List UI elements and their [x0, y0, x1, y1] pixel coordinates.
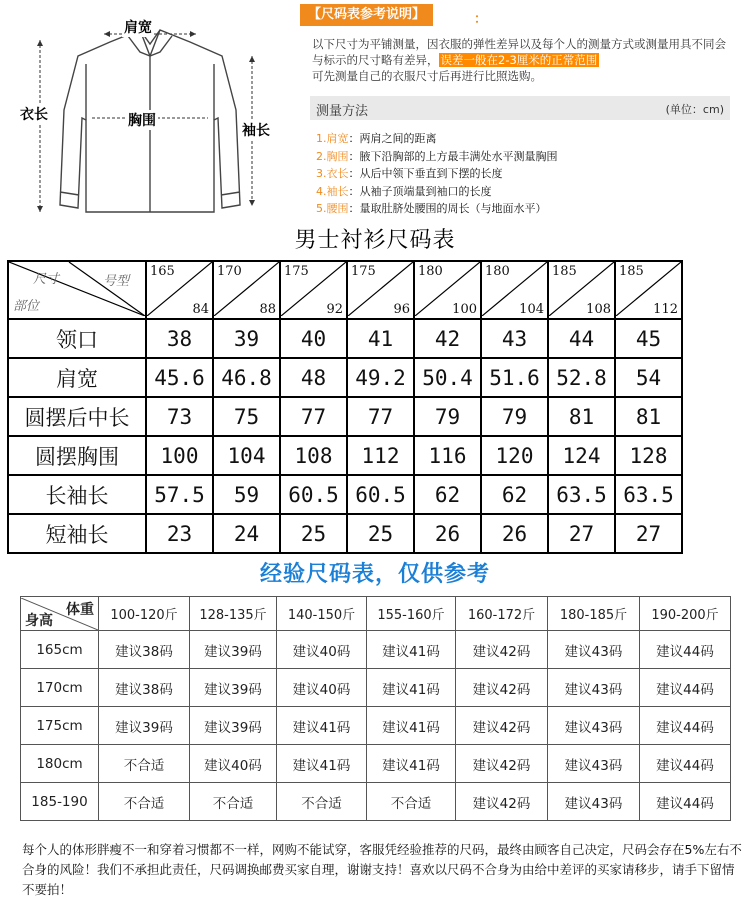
size-col-header: 175 96: [347, 261, 414, 319]
size-cell: 27: [548, 514, 615, 553]
exp-cell: 建议42码: [456, 631, 548, 669]
notes-title: 【尺码表参考说明】: [300, 4, 433, 26]
exp-cell: 建议42码: [456, 783, 548, 821]
size-cell: 48: [280, 358, 347, 397]
size-cell: 45: [615, 319, 682, 358]
size-row: [8, 358, 682, 397]
exp-cell: 建议38码: [99, 631, 190, 669]
notes-highlight: 误差一般在2-3厘米的正常范围: [440, 53, 598, 67]
exp-cell: 不合适: [99, 745, 190, 783]
size-cell: 54: [615, 358, 682, 397]
size-cell: 38: [146, 319, 213, 358]
size-cell: 108: [280, 436, 347, 475]
exp-table: [20, 596, 731, 821]
size-cell: 27: [615, 514, 682, 553]
notes-text-part1: 以下尺寸为平铺测量，因衣服的弹性差异以及每个人的测量方式或测量用具不同会与标示的尺寸略有差异，: [312, 37, 726, 67]
size-col-header: 165 84: [146, 261, 213, 319]
size-cell: 52.8: [548, 358, 615, 397]
length-label: 衣长: [18, 104, 50, 124]
exp-cell: 建议41码: [367, 631, 456, 669]
size-cell: 60.5: [347, 475, 414, 514]
size-cell: 100: [146, 436, 213, 475]
size-table: [7, 260, 683, 554]
exp-cell: 建议44码: [640, 745, 731, 783]
size-cell: 44: [548, 319, 615, 358]
size-row: [8, 397, 682, 436]
size-cell: 73: [146, 397, 213, 436]
size-cell: 51.6: [481, 358, 548, 397]
corner-height: 身高: [25, 612, 53, 629]
exp-row-height: 180cm: [21, 745, 99, 783]
size-cell: 41: [347, 319, 414, 358]
exp-cell: 不合适: [190, 783, 277, 821]
size-cell: 81: [615, 397, 682, 436]
method-header: [310, 96, 730, 120]
size-cell: 63.5: [548, 475, 615, 514]
exp-header-row: [21, 597, 731, 631]
size-cell: 104: [213, 436, 280, 475]
exp-cell: 建议42码: [456, 669, 548, 707]
method-item: 1.肩宽：两肩之间的距离: [316, 132, 437, 145]
exp-col-header: 140-150斤: [277, 597, 367, 631]
exp-row: [21, 707, 731, 745]
size-row-label: 圆摆后中长: [8, 397, 146, 436]
size-cell: 79: [481, 397, 548, 436]
exp-cell: 建议42码: [456, 745, 548, 783]
exp-cell: 建议42码: [456, 707, 548, 745]
exp-col-header: 180-185斤: [548, 597, 640, 631]
size-row: [8, 319, 682, 358]
exp-table-title: 经验尺码表，仅供参考: [259, 562, 490, 587]
exp-col-header: 190-200斤: [640, 597, 731, 631]
size-cell: 112: [347, 436, 414, 475]
exp-cell: 建议38码: [99, 669, 190, 707]
exp-col-header: 128-135斤: [190, 597, 277, 631]
exp-row-height: 165cm: [21, 631, 99, 669]
exp-row: [21, 783, 731, 821]
method-item: 2.胸围：腋下沿胸部的上方最丰满处水平测量胸围: [316, 149, 558, 163]
size-cell: 46.8: [213, 358, 280, 397]
size-corner-cell: [8, 261, 146, 319]
size-col-header: 170 88: [213, 261, 280, 319]
exp-cell: 建议39码: [190, 707, 277, 745]
exp-row-height: 185-190: [21, 783, 99, 821]
size-cell: 62: [414, 475, 481, 514]
exp-cell: 建议43码: [548, 669, 640, 707]
unit-label: (单位：cm): [665, 103, 724, 116]
method-list: [316, 130, 736, 218]
exp-cell: 建议40码: [277, 669, 367, 707]
exp-cell: 建议41码: [277, 707, 367, 745]
sleeve-label: 袖长: [240, 120, 272, 140]
size-cell: 45.6: [146, 358, 213, 397]
size-cell: 75: [213, 397, 280, 436]
exp-cell: 建议41码: [277, 745, 367, 783]
notes-text-part2: 可先测量自己的衣服尺寸后再进行比照选购。: [312, 69, 542, 83]
exp-cell: 建议41码: [367, 745, 456, 783]
size-cell: 42: [414, 319, 481, 358]
size-cell: 63.5: [615, 475, 682, 514]
method-item: 3.衣长：从后中领下垂直到下摆的长度: [316, 167, 503, 180]
exp-col-header: 155-160斤: [367, 597, 456, 631]
size-col-header: 185 108: [548, 261, 615, 319]
exp-cell: 建议43码: [548, 783, 640, 821]
footer-note: 每个人的体形胖瘦不一和穿着习惯都不一样，网购不能试穿，客服凭经验推荐的尺码，最终由顾客自己决定，尺码会存在5%左右不合身的风险！我们不承担此责任，尺码调换邮费买家自理，谢谢支持！喜欢以尺码不合身为由给中差评的买家请移步，请手下留情不要拍！: [22, 842, 742, 897]
chest-label: 胸围: [126, 110, 158, 130]
exp-cell: 建议43码: [548, 631, 640, 669]
exp-cell: 不合适: [277, 783, 367, 821]
exp-col-header: 160-172斤: [456, 597, 548, 631]
exp-cell: 建议43码: [548, 745, 640, 783]
size-cell: 120: [481, 436, 548, 475]
exp-cell: 不合适: [367, 783, 456, 821]
exp-row: [21, 631, 731, 669]
exp-cell: 建议40码: [277, 631, 367, 669]
size-cell: 77: [347, 397, 414, 436]
size-cell: 79: [414, 397, 481, 436]
size-col-header: 180 104: [481, 261, 548, 319]
exp-cell: 不合适: [99, 783, 190, 821]
method-title: 测量方法: [316, 104, 369, 119]
corner-part: 部位: [13, 299, 40, 314]
exp-cell: 建议44码: [640, 707, 731, 745]
exp-cell: 建议41码: [367, 669, 456, 707]
size-row-label: 肩宽: [8, 358, 146, 397]
size-row-label: 领口: [8, 319, 146, 358]
size-row: [8, 436, 682, 475]
size-cell: 116: [414, 436, 481, 475]
shirt-measurement-diagram: [0, 0, 290, 222]
size-row-label: 短袖长: [8, 514, 146, 553]
size-cell: 50.4: [414, 358, 481, 397]
size-cell: 40: [280, 319, 347, 358]
size-cell: 77: [280, 397, 347, 436]
exp-row-height: 175cm: [21, 707, 99, 745]
size-cell: 26: [414, 514, 481, 553]
size-col-header: 180 100: [414, 261, 481, 319]
size-cell: 25: [280, 514, 347, 553]
size-col-header: 185 112: [615, 261, 682, 319]
exp-cell: 建议44码: [640, 783, 731, 821]
size-cell: 81: [548, 397, 615, 436]
exp-cell: 建议44码: [640, 669, 731, 707]
exp-cell: 建议44码: [640, 631, 731, 669]
size-cell: 124: [548, 436, 615, 475]
size-row: [8, 514, 682, 553]
size-table-title: 男士衬衫尺码表: [294, 228, 456, 253]
method-item: 5.腰围：量取肚脐处腰围的周长（与地面水平）: [316, 202, 547, 215]
corner-weight: 体重: [66, 601, 94, 618]
exp-cell: 建议39码: [99, 707, 190, 745]
exp-cell: 建议40码: [190, 745, 277, 783]
size-cell: 62: [481, 475, 548, 514]
size-table-body: [8, 319, 682, 553]
size-cell: 57.5: [146, 475, 213, 514]
size-header-row: [8, 261, 682, 319]
notes-text: [312, 36, 732, 84]
exp-corner-cell: [21, 597, 99, 631]
exp-row: [21, 745, 731, 783]
exp-row-height: 170cm: [21, 669, 99, 707]
exp-cell: 建议43码: [548, 707, 640, 745]
size-cell: 59: [213, 475, 280, 514]
size-row: [8, 475, 682, 514]
size-cell: 49.2: [347, 358, 414, 397]
size-col-header: 175 92: [280, 261, 347, 319]
size-cell: 60.5: [280, 475, 347, 514]
exp-cell: 建议41码: [367, 707, 456, 745]
exp-cell: 建议39码: [190, 669, 277, 707]
size-cell: 26: [481, 514, 548, 553]
exp-col-header: 100-120斤: [99, 597, 190, 631]
method-item: 4.袖长：从袖子顶端量到袖口的长度: [316, 184, 492, 198]
size-notes-panel: [300, 0, 740, 222]
size-row-label: 圆摆胸围: [8, 436, 146, 475]
size-cell: 128: [615, 436, 682, 475]
size-cell: 24: [213, 514, 280, 553]
exp-cell: 建议39码: [190, 631, 277, 669]
corner-size: 尺寸: [33, 272, 60, 287]
size-row-label: 长袖长: [8, 475, 146, 514]
size-cell: 23: [146, 514, 213, 553]
size-cell: 43: [481, 319, 548, 358]
exp-row: [21, 669, 731, 707]
shoulder-label: 肩宽: [122, 17, 154, 37]
exp-table-body: [21, 631, 731, 821]
size-cell: 25: [347, 514, 414, 553]
notes-title-suffix: ：: [474, 12, 488, 27]
size-cell: 39: [213, 319, 280, 358]
corner-model: 号型: [103, 274, 130, 289]
